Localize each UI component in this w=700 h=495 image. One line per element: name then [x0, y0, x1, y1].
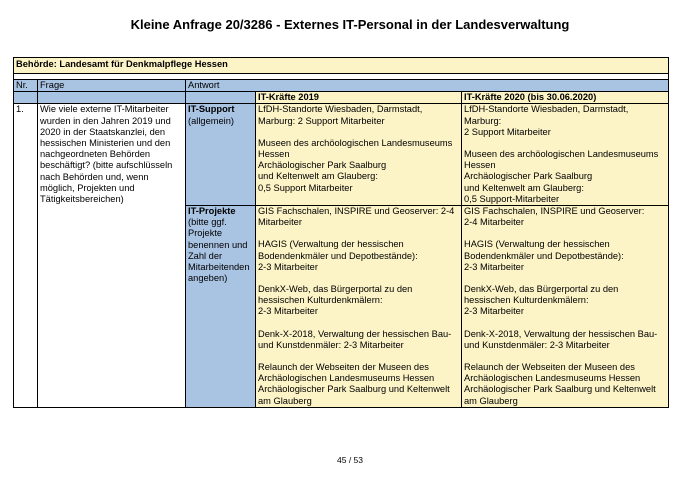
projekte-2020-line: GIS Fachschalen, INSPIRE und Geoserver: 2-4 Mitarbeiter	[464, 206, 645, 228]
subheader-2020: IT-Kräfte 2020 (bis 30.06.2020)	[462, 92, 669, 104]
projekte-2019-line: Relaunch der Webseiten der Museen des Archäologischen Landesmuseums Hessen Archäologischer Park Saalburg und Keltenwelt am Glauberg	[258, 362, 450, 406]
subheader-frage-empty	[38, 92, 186, 104]
subheader-2019: IT-Kräfte 2019	[256, 92, 462, 104]
support-label: IT-Support	[188, 104, 235, 115]
support-2019-line: Museen des archöologischen Landesmuseums Hessen Archäologischer Park Saalburg und Keltenwelt am Glauberg: 0,5 Support Mitarbeiter	[258, 137, 453, 193]
subheader-nr-empty	[14, 92, 38, 104]
row-number: 1.	[14, 104, 38, 407]
projekte-2019-line: DenkX-Web, das Bürgerportal zu den hessischen Kulturdenkmälern: 2-3 Mitarbeiter	[258, 284, 413, 317]
projekte-2020-line: Denk-X-2018, Verwaltung der hessischen Bau- und Kunstdenmäler: 2-3 Mitarbeiter	[464, 328, 658, 350]
header-antwort: Antwort	[186, 80, 669, 92]
subheader-row	[14, 92, 669, 104]
header-nr: Nr.	[14, 80, 38, 92]
support-2020-line: Museen des archöologischen Landesmuseums Hessen Archäologischer Park Saalburg und Keltenwelt am Glauberg: 0,5 Support-Mitarbeiter	[464, 149, 659, 204]
question-text: Wie viele externe IT-Mitarbeiter wurden in den Jahren 2019 und 2020 in der Staatskanzlei, den hessischen Ministerien und den nachgeordneten Behörden beschäftigt? (bitte aufschlüsseln nach Behörden und, wenn möglich, Projekten und Tätigkeitsbereichen)	[38, 104, 186, 407]
header-frage: Frage	[38, 80, 186, 92]
projekte-label: IT-Projekte	[188, 206, 236, 217]
answer-table	[13, 57, 669, 408]
authority-cell: Behörde: Landesamt für Denkmalpflege Hessen	[14, 58, 669, 74]
support-sublabel: (allgemein)	[188, 115, 234, 126]
subheader-category-empty	[186, 92, 256, 104]
support-2020	[462, 104, 669, 206]
projekte-2020	[462, 206, 669, 408]
support-label-cell	[186, 104, 256, 206]
projekte-label-cell	[186, 206, 256, 408]
projekte-2019	[256, 206, 462, 408]
support-2020-line: LfDH-Standorte Wiesbaden, Darmstadt, Marburg: 2 Support Mitarbeiter	[464, 104, 629, 137]
projekte-2020-line: Relaunch der Webseiten der Museen des Archäologischen Landesmuseums Hessen Archäologischer Park Saalburg und Keltenwelt am Glauberg	[464, 362, 656, 406]
projekte-2019-line: GIS Fachschalen, INSPIRE und Geoserver: 2-4 Mitarbeiter	[258, 206, 455, 228]
support-2019-line: LfDH-Standorte Wiesbaden, Darmstadt, Marburg: 2 Support Mitarbeiter	[258, 104, 423, 126]
support-row	[14, 104, 669, 206]
projekte-2019-line: HAGIS (Verwaltung der hessischen Bodendenkmäler und Depotbestände): 2-3 Mitarbeiter	[258, 239, 418, 272]
authority-row	[14, 58, 669, 74]
header-row	[14, 80, 669, 92]
projekte-2020-line: HAGIS (Verwaltung der hessischen Bodendenkmäler und Depotbestände): 2-3 Mitarbeiter	[464, 239, 624, 272]
projekte-sublabel: (bitte ggf. Projekte benennen und Zahl der Mitarbeitenden angeben)	[188, 217, 250, 284]
projekte-2020-line: DenkX-Web, das Bürgerportal zu den hessischen Kulturdenkmälern: 2-3 Mitarbeiter	[464, 284, 619, 317]
document-title: Kleine Anfrage 20/3286 - Externes IT-Personal in der Landesverwaltung	[130, 17, 570, 32]
projekte-2019-line: Denk-X-2018, Verwaltung der hessischen Bau- und Kunstdenmäler: 2-3 Mitarbeiter	[258, 328, 452, 350]
support-2019	[256, 104, 462, 206]
page-number: 45 / 53	[337, 455, 363, 465]
